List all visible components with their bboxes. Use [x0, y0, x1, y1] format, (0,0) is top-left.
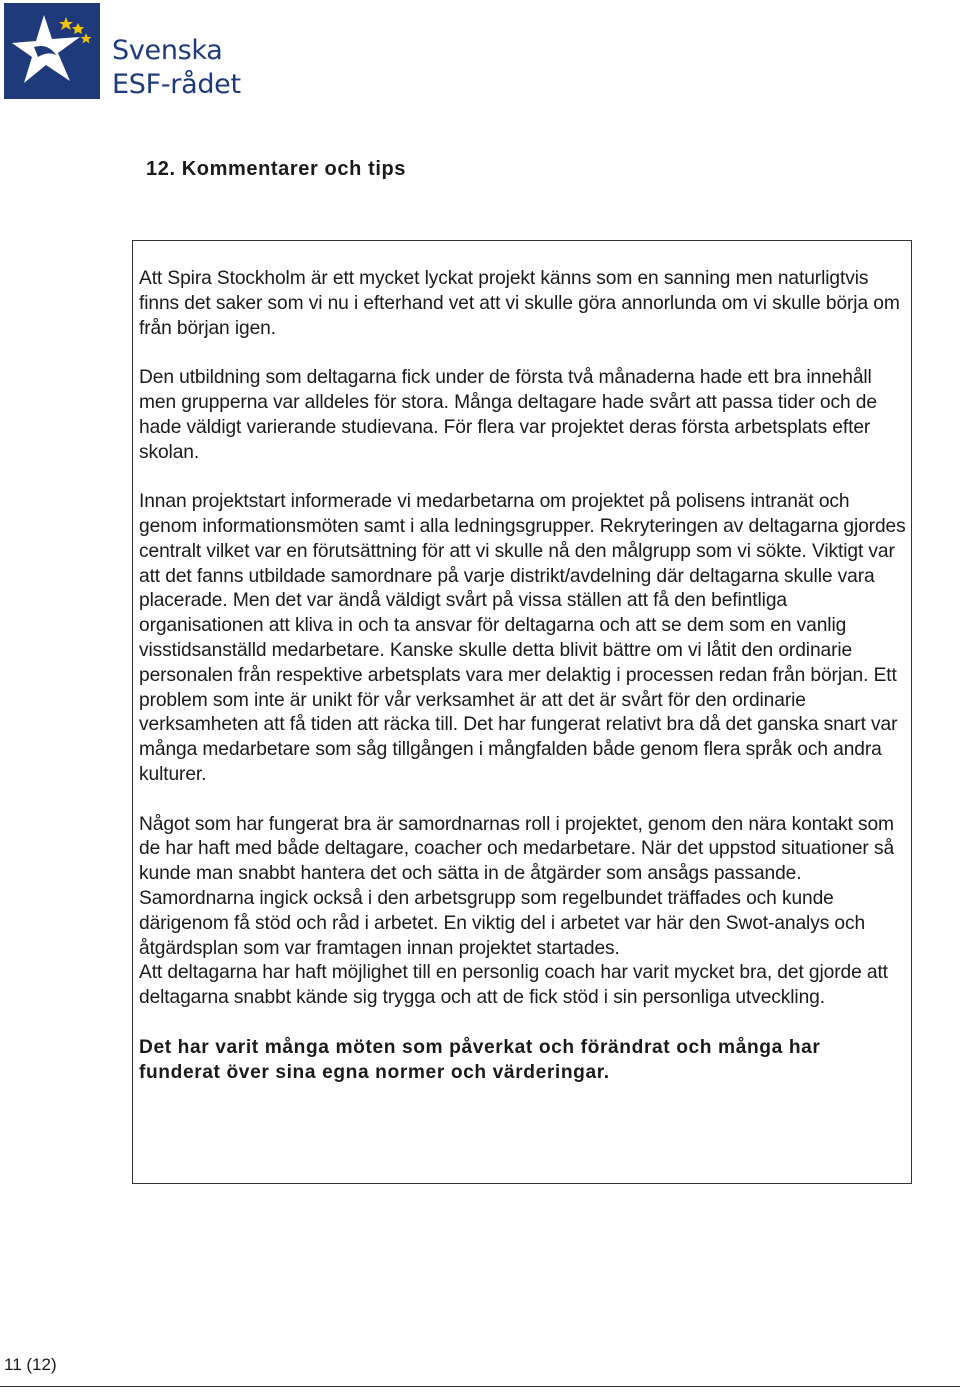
star-logo-graphic [4, 3, 100, 99]
closing-statement: Det har varit många möten som påverkat och förändrat och många har funderat över sina egna normer och värderingar. [139, 1036, 821, 1083]
logo-line-esf-radet: ESF-rådet [112, 69, 241, 100]
yellow-star-1 [59, 17, 73, 30]
paragraph-5: Att deltagarna har haft möjlighet till en personlig coach har varit mycket bra, det gjorde att deltagarna snabbt kände sig trygga och att de fick stöd i sin personliga utveckling. [139, 962, 888, 1009]
esf-logo [0, 0, 240, 104]
paragraph-3: Innan projektstart informerade vi medarbetarna om projektet på polisens intranät och genom informationsmöten samt i alla ledningsgrupper. Rekryteringen av deltagarna gjordes centralt vilket var en förutsättning för att vi skulle nå den målgrupp som vi sökte. Viktigt var att det fanns utbildade samordnare på varje distrikt/avdelning där deltagarna skulle vara placerade. Men det var ändå väldigt svårt på vissa ställen att få den befintliga organisationen att kliva in och ta ansvar för deltagarna och att se dem som en vanlig visstidsanställd medarbetare. Kanske skulle detta blivit bättre om vi låtit den ordinarie personalen från respektive arbetsplats vara mer delaktig i processen redan från början. Ett problem som inte är unikt för vår verksamhet är att det är svårt för den ordinarie verksamheten att få tiden att räcka till. Det har fungerat relativt bra då det ganska snart var många medarbetare som såg tillgången i mångfalden både genom flera språk och andra kulturer. [139, 491, 906, 785]
paragraph-4: Något som har fungerat bra är samordnarnas roll i projektet, genom den nära kontakt som de har haft med både deltagare, coacher och medarbetare. När det uppstod situationer så kunde man snabbt hantera det och sätta in de åtgärder som ansågs passande. Samordnarna ingick också i den arbetsgrupp som regelbundet träffades och kunde därigenom få stöd och råd i arbetet. En viktig del i arbetet var här den Swot-analys och åtgärdsplan som var framtagen innan projektet startades. [139, 813, 895, 959]
logo-wordmark [112, 34, 241, 102]
yellow-star-2 [72, 23, 84, 34]
yellow-star-3 [81, 33, 92, 44]
section-heading: 12. Kommentarer och tips [146, 158, 407, 180]
logo-line-svenska: Svenska [112, 35, 223, 66]
page-number: 11 (12) [4, 1355, 57, 1374]
comments-text [139, 267, 907, 1085]
footer-divider [0, 1386, 960, 1387]
paragraph-1: Att Spira Stockholm är ett mycket lyckat projekt känns som en sanning men naturligtvis finns det saker som vi nu i efterhand vet att vi skulle göra annorlunda om vi skulle börja om från början igen. [139, 268, 900, 339]
star-logo-icon [4, 3, 100, 99]
comments-box [132, 240, 912, 1184]
paragraph-2: Den utbildning som deltagarna fick under de första två månaderna hade ett bra innehåll men grupperna var alldeles för stora. Många deltagare hade svårt att passa tider och de hade väldigt varierande studievana. För flera var projektet deras första arbetsplats efter skolan. [139, 367, 877, 463]
